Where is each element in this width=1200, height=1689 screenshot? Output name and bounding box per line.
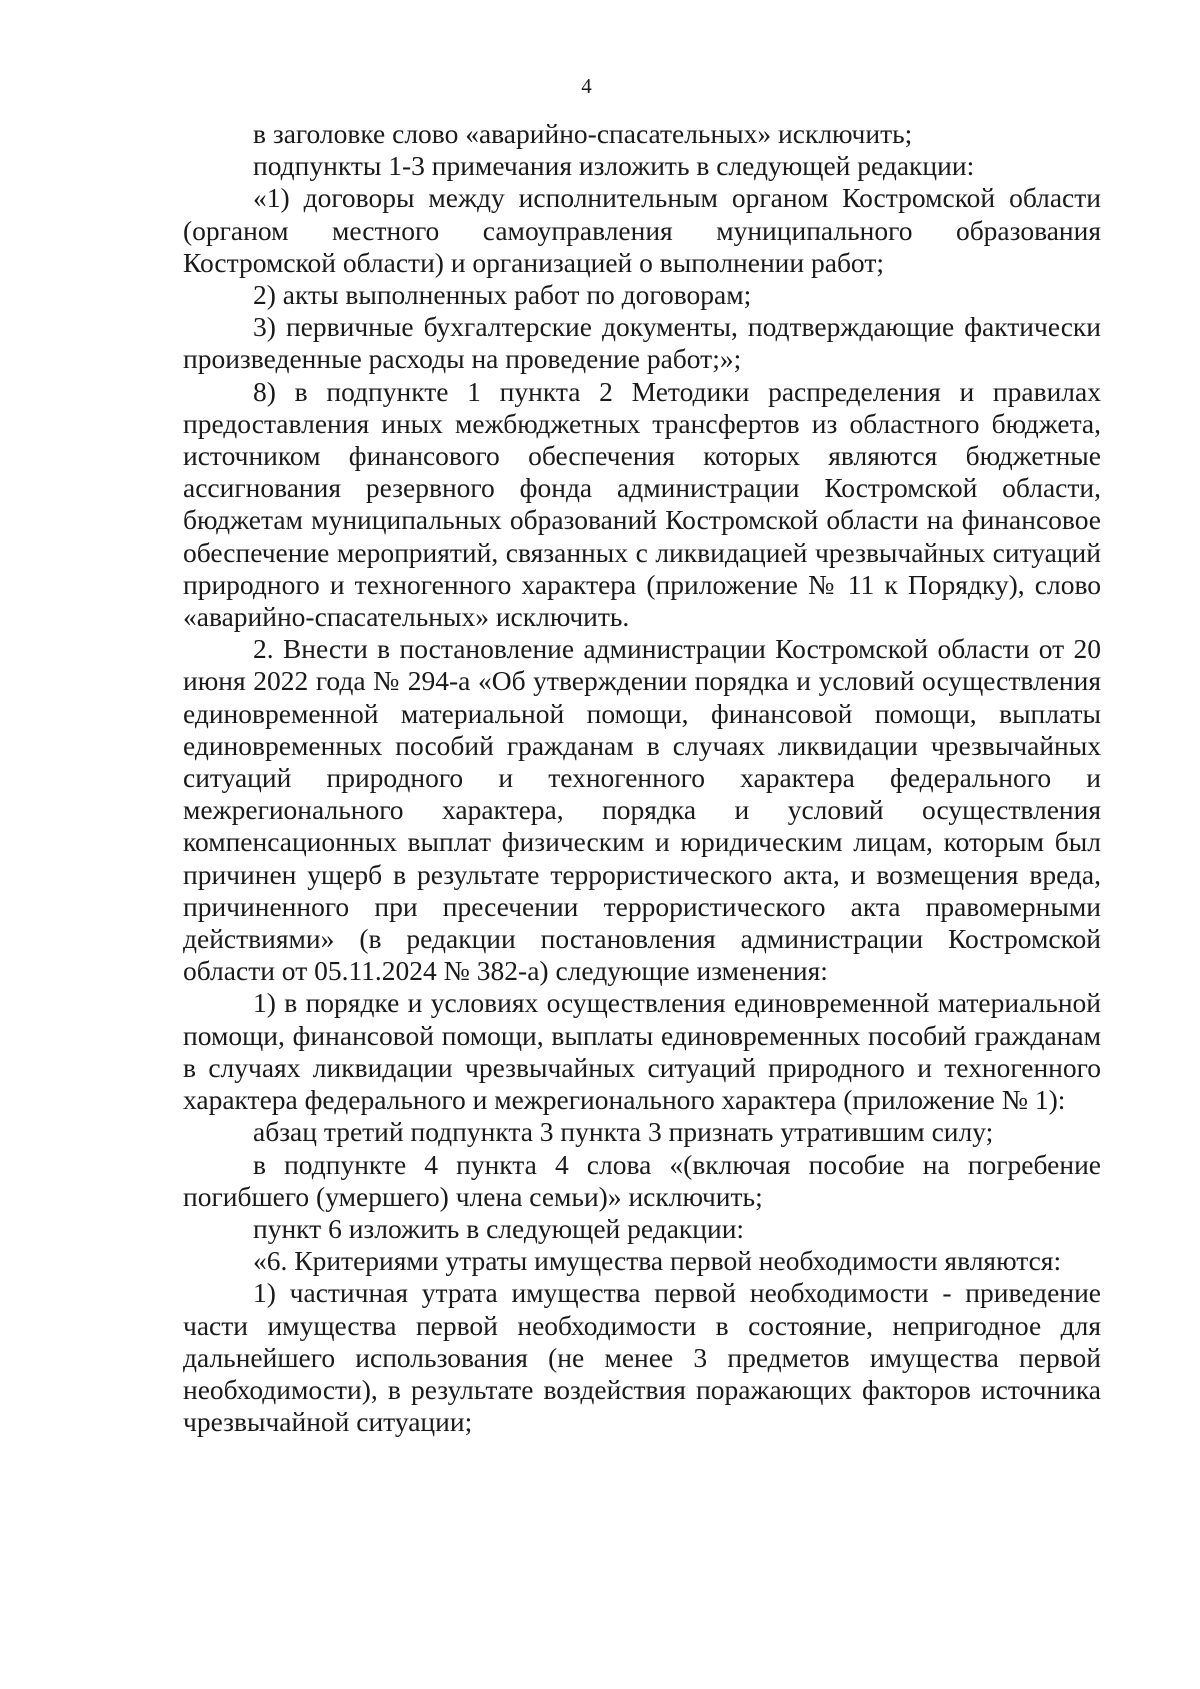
paragraph: 1) в порядке и условиях осуществления единовременной материальной помощи, финансовой помощи, выплаты единовременных пособий гражданам в случаях ликвидации чрезвычайных ситуаций природного и техногенного характера федерального и межрегионального характера (приложение № 1): [183,987,1101,1116]
paragraph: 8) в подпункте 1 пункта 2 Методики распределения и правилах предоставления иных межбюджетных трансфертов из областного бюджета, источником финансового обеспечения которых являются бюджетные ассигнования резервного фонда администрации Костромской области, бюджетам муниципальных образований Костромской области на финансовое обеспечение мероприятий, связанных с ликвидацией чрезвычайных ситуаций природного и техногенного характера (приложение № 11 к Порядку), слово «аварийно-спасательных» исключить. [183,375,1101,633]
paragraph: в подпункте 4 пункта 4 слова «(включая пособие на погребение погибшего (умершего) члена семьи)» исключить; [183,1148,1101,1212]
paragraph: «6. Критериями утраты имущества первой необходимости являются: [253,1245,1062,1277]
paragraph: подпункты 1-3 примечания изложить в следующей редакции: [253,150,975,182]
paragraph: пункт 6 изложить в следующей редакции: [253,1212,745,1244]
paragraph: 2) акты выполненных работ по договорам; [253,279,752,311]
paragraph: 2. Внести в постановление администрации Костромской области от 20 июня 2022 года № 294-а «Об утверждении порядка и условий осуществления единовременной материальной помощи, финансовой помощи, выплаты единовременных пособий гражданам в случаях ликвидации чрезвычайных ситуаций природного и техногенного характера федерального и межрегионального характера, порядка и условий осуществления компенсационных выплат физическим и юридическим лицам, которым был причинен ущерб в результате террористического акта, и возмещения вреда, причиненного при пресечении террористического акта правомерными действиями» (в редакции постановления администрации Костромской области от 05.11.2024 № 382-а) следующие изменения: [183,633,1101,987]
paragraph: «1) договоры между исполнительным органом Костромской области (органом местного самоуправления муниципального образования Костромской области) и организацией о выполнении работ; [183,182,1101,278]
paragraph: абзац третий подпункта 3 пункта 3 признать утратившим силу; [253,1116,994,1148]
document-body [183,118,1101,1438]
paragraph: 1) частичная утрата имущества первой необходимости - приведение части имущества первой необходимости в состояние, непригодное для дальнейшего использования (не менее 3 предметов имущества первой необходимости), в результате воздействия поражающих факторов источника чрезвычайной ситуации; [183,1277,1101,1438]
page-number: 4 [581,74,592,98]
paragraph: 3) первичные бухгалтерские документы, подтверждающие фактически произведенные расходы на проведение работ;»; [183,311,1101,375]
paragraph: в заголовке слово «аварийно-спасательных» исключить; [253,118,913,149]
